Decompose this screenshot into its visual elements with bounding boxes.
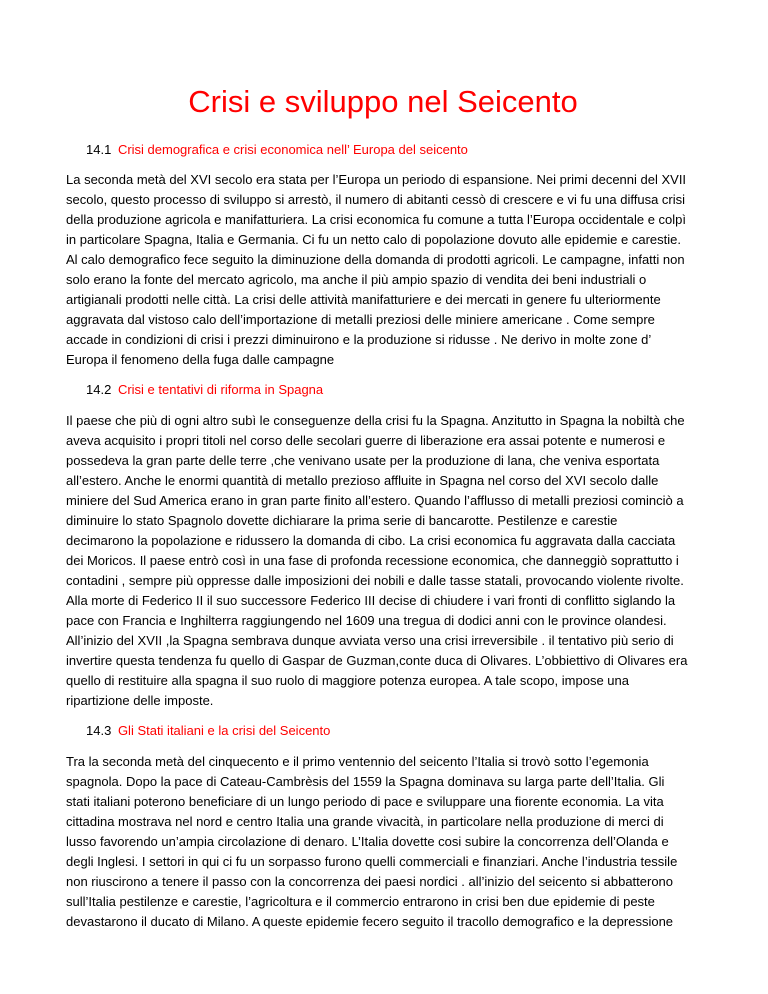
section-number: 14.2 (86, 382, 112, 397)
document-title: Crisi e sviluppo nel Seicento (188, 84, 578, 119)
section-heading-14-2 (66, 380, 688, 400)
section-heading-text: Gli Stati italiani e la crisi del Seicento (117, 723, 331, 738)
section-body-14-2: Il paese che più di ogni altro subì le conseguenze della crisi fu la Spagna. Anzitutto in Spagna la nobiltà che aveva acquisito i propri titoli nel corso delle secolari guerre di liberazione era assai potente e numerosi e possedeva la gran parte delle terre ,che venivano usate per la produzione di lana, che veniva esportata all’estero. Anche le enormi quantità di metallo prezioso affluite in Spagna nel corso del XVI secolo dalle miniere del Sud America erano in gran parte finito all’estero. Quando l’afflusso di metalli preziosi cominciò a diminuire lo stato Spagnolo dovette dichiarare la prima serie di bancarotte. Pestilenze e carestie decimarono la popolazione e ridussero la domanda di cibo. La crisi economica fu aggravata dalla cacciata dei Moricos. Il paese entrò così in una fase di profonda recessione economica, che danneggiò soprattutto i contadini , sempre più oppresse dalle imposizioni dei nobili e dalle tasse statali, provocando violente rivolte. Alla morte di Federico II il suo successore Federico III decise di chiudere i vari fronti di conflitto siglando la pace con Francia e Inghilterra raggiungendo nel 1609 una tregua di dodici anni con le province olandesi. All’inizio del XVII ,la Spagna sembrava dunque avviata verso una crisi irreversibile . il tentativo più serio di invertire questa tendenza fu quello di Gaspar de Guzman,conte duca di Olivares. L’obbiettivo di Olivares era quello di restituire alla spagna il suo ruolo di maggiore potenza europea. A tale scopo, impose una ripartizione delle imposte. (66, 413, 688, 708)
section-body-14-3: Tra la seconda metà del cinquecento e il primo ventennio del seicento l’Italia si trovò sotto l’egemonia spagnola. Dopo la pace di Cateau-Cambrèsis del 1559 la Spagna dominava su larga parte dell’Italia. Gli stati italiani poterono beneficiare di un lungo periodo di pace e sviluppare una fiorente economia. La vita cittadina mostrava nel nord e centro Italia una grande vivacità, in particolare nella produzione di merci di lusso favorendo un’ampia circolazione di denaro. L’Italia dovette cosi subire la concorrenza dell’Olanda e degli Inglesi. I settori in qui ci fu un sorpasso furono quelli commerciali e finanziari. Anche l’industria tessile non riuscirono a tenere il passo con la concorrenza dei paesi nordici . all’inizio del seicento si abbatterono sull’Italia pestilenze e carestie, l’agricoltura e il commercio entrarono in crisi ben due epidemie di peste devastarono il ducato di Milano. A queste epidemie fecero seguito il tracollo demografico e la depressione (66, 754, 678, 929)
section-number: 14.3 (86, 723, 112, 738)
section-heading-text: Crisi e tentativi di riforma in Spagna (117, 382, 324, 397)
section-heading-text: Crisi demografica e crisi economica nell’ Europa del seicento (117, 142, 468, 157)
section-heading-14-1 (66, 140, 688, 160)
section-body-14-1: La seconda metà del XVI secolo era stata per l’Europa un periodo di espansione. Nei primi decenni del XVII secolo, questo processo di sviluppo si arrestò, il numero di abitanti cessò di crescere e vi fu una diffusa crisi della produzione agricola e manifatturiera. La crisi economica fu comune a tutta l’Europa occidentale e colpì in particolare Spagna, Italia e Germania. Ci fu un netto calo di popolazione dovuto alle epidemie e carestie. Al calo demografico fece seguito la diminuzione della domanda di prodotti agricoli. Le campagne, infatti non solo erano la fonte del mercato agricolo, ma anche il più ampio spazio di vendita dei beni industriali o artigianali prodotti nelle città. La crisi delle attività manifatturiere e dei mercati in genere fu ulteriormente aggravata dal vistoso calo dell’importazione di metalli preziosi delle miniere americane . Come sempre accade in condizioni di crisi i prezzi diminuirono e la produzione si ridusse . Ne derivo in molte zone d’ Europa il fenomeno della fuga dalle campagne (66, 172, 687, 367)
section-heading-14-3 (66, 721, 688, 741)
section-number: 14.1 (86, 142, 112, 157)
